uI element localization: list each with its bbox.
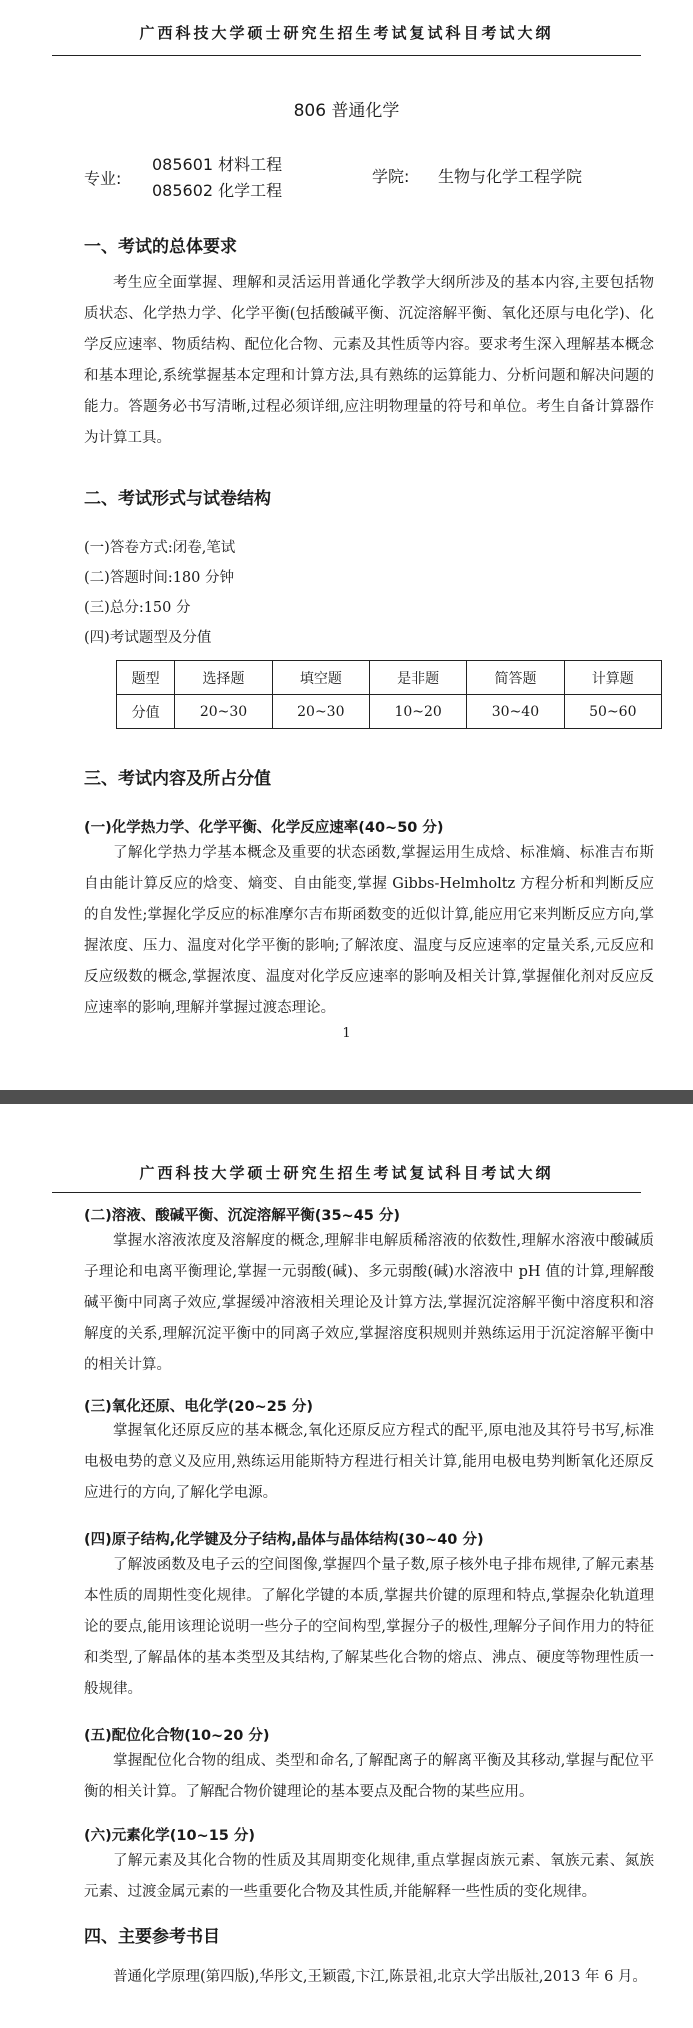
header-rule [52,1192,641,1193]
table-row [117,695,662,729]
subsection-title: (六)元素化学(10~15 分) [84,1828,256,1844]
table-cell: 选择题 [175,661,272,695]
table-cell: 简答题 [467,661,564,695]
subsection-title: (三)氧化还原、电化学(20~25 分) [84,1399,314,1415]
page-header: 广西科技大学硕士研究生招生考试复试科目考试大纲 [139,24,554,42]
section-paragraph: 了解波函数及电子云的空间图像,掌握四个量子数,原子核外电子排布规律,了解元素基本性质的周期性变化规律。了解化学键的本质,掌握共价键的原理和特点,掌握杂化轨道理论的要点,能用该理论说明一些分子的空间构型,掌握分子的极性,理解分子间作用力的特征和类型,了解晶体的基本类型及其结构,了解某些化合物的熔点、沸点、硬度等物理性质一般规律。 [84,1557,654,1697]
subsection-title: (一)化学热力学、化学平衡、化学反应速率(40~50 分) [84,820,444,836]
reference-entry: 普通化学原理(第四版),华彤文,王颖霞,卞江,陈景祖,北京大学出版社,2013 年 6 月。 [113,1969,647,1985]
page-header: 广西科技大学硕士研究生招生考试复试科目考试大纲 [139,1164,554,1182]
exam-format-item: (二)答题时间:180 分钟 [84,570,234,586]
subject-title: 806 普通化学 [293,101,400,121]
section-heading: 三、考试内容及所占分值 [84,769,271,789]
page-number: 1 [342,1026,351,1041]
table-cell: 填空题 [272,661,369,695]
section-paragraph: 掌握水溶液浓度及溶解度的概念,理解非电解质稀溶液的依数性,理解水溶液中酸碱质子理论和电离平衡理论,掌握一元弱酸(碱)、多元弱酸(碱)水溶液中 pH 值的计算,理解酸碱平衡中同离子效应,掌握缓冲溶液相关理论及计算方法,掌握沉淀溶解平衡中溶度积和溶解度的关系,理解沉淀平衡中的同离子效应,掌握溶度积规则并熟练运用于沉淀溶解平衡中的相关计算。 [84,1233,654,1373]
table-cell: 10~20 [369,695,466,729]
table-cell: 题型 [117,661,175,695]
exam-format-item: (四)考试题型及分值 [84,630,212,646]
college-label: 学院: [372,167,410,186]
section-heading: 二、考试形式与试卷结构 [84,489,271,509]
section-heading: 四、主要参考书目 [84,1927,220,1947]
section-heading: 一、考试的总体要求 [84,237,237,257]
subsection-title: (四)原子结构,化学键及分子结构,晶体与晶体结构(30~40 分) [84,1532,484,1548]
page-separator [0,1086,693,1110]
exam-format-item: (三)总分:150 分 [84,600,191,616]
table-cell: 分值 [117,695,175,729]
table-cell: 30~40 [467,695,564,729]
header-rule [52,55,641,56]
table-cell: 是非题 [369,661,466,695]
table-header-row [117,661,662,695]
table-cell: 20~30 [272,695,369,729]
subsection-title: (二)溶液、酸碱平衡、沉淀溶解平衡(35~45 分) [84,1208,401,1224]
major-item: 085602 化学工程 [152,181,283,200]
table-cell: 20~30 [175,695,272,729]
question-type-table [116,660,662,729]
page-2 [0,1110,693,2028]
table-cell: 计算题 [564,661,661,695]
section-paragraph: 掌握氧化还原反应的基本概念,氧化还原反应方程式的配平,原电池及其符号书写,标准电极电势的意义及应用,熟练运用能斯特方程进行相关计算,能用电极电势判断氧化还原反应进行的方向,了解化学电源。 [84,1423,654,1501]
major-label: 专业: [84,169,122,188]
college-name: 生物与化学工程学院 [438,167,583,186]
major-item: 085601 材料工程 [152,155,283,174]
section-paragraph: 了解元素及其化合物的性质及其周期变化规律,重点掌握卤族元素、氧族元素、氮族元素、过渡金属元素的一些重要化合物及其性质,并能解释一些性质的变化规律。 [84,1853,654,1900]
table-cell: 50~60 [564,695,661,729]
exam-format-item: (一)答卷方式:闭卷,笔试 [84,540,236,556]
subsection-title: (五)配位化合物(10~20 分) [84,1728,270,1744]
section-paragraph: 考生应全面掌握、理解和灵活运用普通化学教学大纲所涉及的基本内容,主要包括物质状态、化学热力学、化学平衡(包括酸碱平衡、沉淀溶解平衡、氧化还原与电化学)、化学反应速率、物质结构、配位化合物、元素及其性质等内容。要求考生深入理解基本概念和基本理论,系统掌握基本定理和计算方法,具有熟练的运算能力、分析问题和解决问题的能力。答题务必书写清晰,过程必须详细,应注明物理量的符号和单位。考生自备计算器作为计算工具。 [84,275,654,446]
section-paragraph: 了解化学热力学基本概念及重要的状态函数,掌握运用生成焓、标准熵、标准吉布斯自由能计算反应的焓变、熵变、自由能变,掌握 Gibbs-Helmholtz 方程分析和判断反应的自发性;掌握化学反应的标准摩尔吉布斯函数变的近似计算,能应用它来判断反应方向,掌握浓度、压力、温度对化学平衡的影响;了解浓度、温度与反应速率的定量关系,元反应和反应级数的概念,掌握浓度、温度对化学反应速率的影响及相关计算,掌握催化剂对反应反应速率的影响,理解并掌握过渡态理论。 [84,845,654,1016]
page-separator-bar [0,1090,693,1104]
section-paragraph: 掌握配位化合物的组成、类型和命名,了解配离子的解离平衡及其移动,掌握与配位平衡的相关计算。了解配合物价键理论的基本要点及配合物的某些应用。 [84,1753,654,1800]
